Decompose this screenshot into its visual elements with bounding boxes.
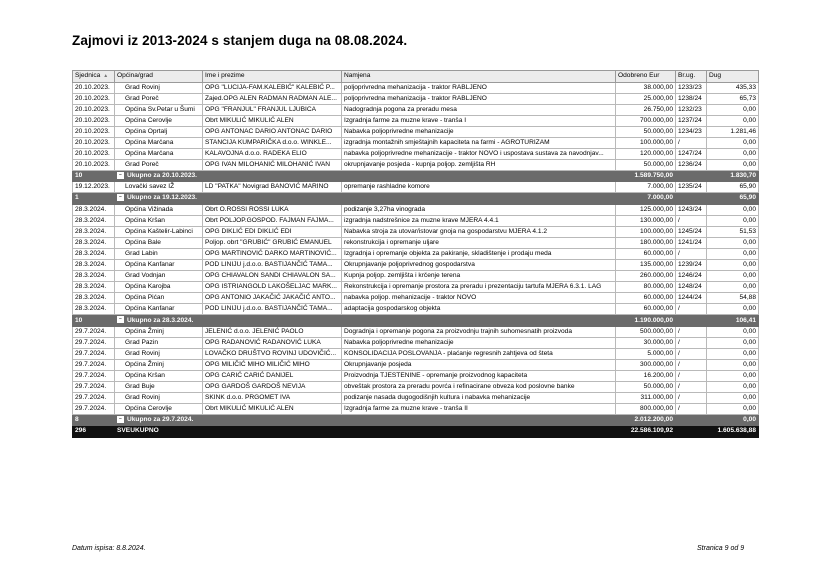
session-date-cell: 29.7.2024. — [73, 382, 115, 393]
municipality-cell: Općina Kršan — [115, 215, 203, 226]
contract-number-cell: 1235/24 — [676, 182, 707, 193]
session-date-cell: 29.7.2024. — [73, 404, 115, 415]
collapse-group-icon[interactable]: − — [117, 316, 124, 323]
purpose-cell: izgradnja nadstrešnice za muzne krave MJERA 4.4.1 — [342, 215, 616, 226]
session-date-cell: 29.7.2024. — [73, 359, 115, 370]
contract-number-cell: 1239/24 — [676, 260, 707, 271]
approved-amount-cell: 100.000,00 — [616, 226, 676, 237]
table-row[interactable] — [73, 182, 759, 193]
purpose-cell: KONSOLIDACIJA POSLOVANJA - plaćanje regresnih zahtjeva od šteta — [342, 348, 616, 359]
column-header-opcina-grad[interactable]: Općina/grad — [115, 71, 203, 83]
municipality-cell: Grad Poreč — [115, 93, 203, 104]
name-cell: Obrt POLJOP.GOSPOD. FAJMAN FAJMA... — [203, 215, 342, 226]
table-row[interactable] — [73, 282, 759, 293]
approved-amount-cell: 26.750,00 — [616, 104, 676, 115]
municipality-cell: Grad Vodnjan — [115, 271, 203, 282]
debt-cell: 0,00 — [707, 137, 759, 148]
purpose-cell: podizanje nasada dugogodišnjih kultura i nabavka mehanizacije — [342, 393, 616, 404]
table-row[interactable] — [73, 104, 759, 115]
purpose-cell: Okrupnjavanje posjeda — [342, 359, 616, 370]
approved-amount-cell: 180.000,00 — [616, 237, 676, 248]
loans-table — [72, 70, 759, 438]
approved-amount-cell: 300.000,00 — [616, 359, 676, 370]
table-row[interactable] — [73, 370, 759, 381]
session-date-cell: 19.12.2023. — [73, 182, 115, 193]
session-date-cell: 28.3.2024. — [73, 226, 115, 237]
name-cell: OPG CHIAVALON SANDI CHIAVALON SA... — [203, 271, 342, 282]
session-date-cell: 28.3.2024. — [73, 304, 115, 315]
table-row[interactable] — [73, 293, 759, 304]
group-label: Ukupno za 19.12.2023. — [127, 194, 198, 202]
table-row[interactable] — [73, 93, 759, 104]
group-total-debt: 106,41 — [707, 315, 759, 326]
session-date-cell: 28.3.2024. — [73, 271, 115, 282]
municipality-cell: Općina Žminj — [115, 359, 203, 370]
contract-number-cell: / — [676, 326, 707, 337]
approved-amount-cell: 5.000,00 — [616, 348, 676, 359]
contract-number-cell: 1236/24 — [676, 160, 707, 171]
contract-number-cell: / — [676, 404, 707, 415]
session-date-cell: 20.10.2023. — [73, 137, 115, 148]
municipality-cell: Općina Kanfanar — [115, 304, 203, 315]
debt-cell: 0,00 — [707, 359, 759, 370]
table-row[interactable] — [73, 359, 759, 370]
session-date-cell: 28.3.2024. — [73, 248, 115, 259]
name-cell: Poljop. obrt "GRUBIĆ" GRUBIĆ EMANUEL — [203, 237, 342, 248]
page-number: Stranica 9 od 9 — [697, 545, 745, 552]
group-label-cell — [115, 193, 616, 204]
collapse-group-icon[interactable]: − — [117, 194, 124, 201]
session-date-cell: 20.10.2023. — [73, 160, 115, 171]
table-row[interactable] — [73, 137, 759, 148]
debt-cell: 0,00 — [707, 115, 759, 126]
name-cell: Obrt O.ROSSI ROSSI LUKA — [203, 204, 342, 215]
group-label: Ukupno za 20.10.2023. — [127, 172, 198, 180]
header-row — [73, 71, 759, 83]
purpose-cell: Izgradnja i opremanje objekta za pakiranje, skladištenje i prodaju meda — [342, 248, 616, 259]
group-label: Ukupno za 28.3.2024. — [127, 316, 194, 324]
table-row[interactable] — [73, 215, 759, 226]
contract-number-cell: / — [676, 215, 707, 226]
group-label-cell — [115, 415, 616, 426]
municipality-cell: Općina Sv.Petar u Šumi — [115, 104, 203, 115]
name-cell: OPG IVAN MILOHANIĆ MILOHANIĆ IVAN — [203, 160, 342, 171]
debt-cell: 0,00 — [707, 237, 759, 248]
municipality-cell: Općina Marčana — [115, 137, 203, 148]
table-row[interactable] — [73, 382, 759, 393]
purpose-cell: nabavka poljop. mehanizacije - traktor NOVO — [342, 293, 616, 304]
approved-amount-cell: 125.000,00 — [616, 204, 676, 215]
name-cell: OPG ANTONIO JAKAČIĆ JAKAČIĆ ANTO... — [203, 293, 342, 304]
contract-number-cell: 1244/24 — [676, 293, 707, 304]
contract-number-cell: 1232/23 — [676, 104, 707, 115]
contract-number-cell: 1238/24 — [676, 93, 707, 104]
contract-number-cell: / — [676, 393, 707, 404]
session-date-cell: 28.3.2024. — [73, 237, 115, 248]
group-empty-cell — [676, 415, 707, 426]
approved-amount-cell: 311.000,00 — [616, 393, 676, 404]
municipality-cell: Općina Žminj — [115, 326, 203, 337]
approved-amount-cell: 25.000,00 — [616, 93, 676, 104]
table-row[interactable] — [73, 160, 759, 171]
purpose-cell: obveštak prostora za preradu povrća i refinacirane obveza kod poslovne banke — [342, 382, 616, 393]
table-row[interactable] — [73, 226, 759, 237]
group-total-approved: 1.190.000,00 — [616, 315, 676, 326]
group-count: 1 — [73, 193, 115, 204]
name-cell: OPG ANTONAC DARIO ANTONAC DARIO — [203, 126, 342, 137]
municipality-cell: Grad Labin — [115, 248, 203, 259]
session-date-cell: 28.3.2024. — [73, 282, 115, 293]
table-row[interactable] — [73, 271, 759, 282]
municipality-cell: Općina Pićan — [115, 293, 203, 304]
municipality-cell: Općina Cerovlje — [115, 115, 203, 126]
group-label-cell — [115, 171, 616, 182]
municipality-cell: Općina Karojba — [115, 282, 203, 293]
debt-cell: 0,00 — [707, 215, 759, 226]
group-label-cell — [115, 315, 616, 326]
approved-amount-cell: 800.000,00 — [616, 404, 676, 415]
debt-cell: 0,00 — [707, 348, 759, 359]
name-cell: STANCIJA KUMPARIČKA d.o.o. WINKLE... — [203, 137, 342, 148]
debt-cell: 1.281,46 — [707, 126, 759, 137]
group-summary-row[interactable] — [73, 315, 759, 326]
purpose-cell: Nabavka poljoprivredne mehanizacije — [342, 126, 616, 137]
approved-amount-cell: 60.000,00 — [616, 293, 676, 304]
contract-number-cell: 1245/24 — [676, 226, 707, 237]
contract-number-cell: 1248/24 — [676, 282, 707, 293]
name-cell: OPG GARDOŠ GARDOŠ NEVIJA — [203, 382, 342, 393]
purpose-cell: nabavka poljoprivredne mehanizacije - traktor NOVO i uspostava sustava za navodnjav... — [342, 149, 616, 160]
approved-amount-cell: 30.000,00 — [616, 337, 676, 348]
municipality-cell: Grad Buje — [115, 382, 203, 393]
contract-number-cell: / — [676, 304, 707, 315]
name-cell: OPG "LUCIJA-FAM.KALEBIĆ" KALEBIĆ P... — [203, 82, 342, 93]
municipality-cell: Općina Kanfanar — [115, 260, 203, 271]
purpose-cell: Izgradnja farme za muzne krave - tranša I — [342, 115, 616, 126]
approved-amount-cell: 60.000,00 — [616, 304, 676, 315]
contract-number-cell: 1233/23 — [676, 82, 707, 93]
purpose-cell: Izgradnja farme za muzne krave - tranša II — [342, 404, 616, 415]
approved-amount-cell: 80.000,00 — [616, 282, 676, 293]
approved-amount-cell: 38.000,00 — [616, 82, 676, 93]
contract-number-cell: / — [676, 370, 707, 381]
purpose-cell: Kupnja poljop. zemljišta i krčenje terena — [342, 271, 616, 282]
debt-cell: 65,73 — [707, 93, 759, 104]
name-cell: SKINK d.o.o. PRGOMET IVA — [203, 393, 342, 404]
debt-cell: 51,53 — [707, 226, 759, 237]
municipality-cell: Grad Poreč — [115, 160, 203, 171]
grand-count: 296 — [73, 426, 115, 437]
session-date-cell: 28.3.2024. — [73, 293, 115, 304]
group-total-debt: 1.830,70 — [707, 171, 759, 182]
debt-cell: 0,00 — [707, 370, 759, 381]
session-date-cell: 29.7.2024. — [73, 326, 115, 337]
municipality-cell: Općina Kršan — [115, 370, 203, 381]
session-date-cell: 20.10.2023. — [73, 126, 115, 137]
column-header-sjednica[interactable]: Sjednica ▲ — [73, 71, 115, 83]
table-row[interactable] — [73, 126, 759, 137]
municipality-cell: Općina Bale — [115, 237, 203, 248]
group-total-approved: 2.012.200,00 — [616, 415, 676, 426]
group-empty-cell — [676, 171, 707, 182]
debt-cell: 0,00 — [707, 382, 759, 393]
name-cell: OPG RADANOVIĆ RADANOVIĆ LUKA — [203, 337, 342, 348]
purpose-cell: opremanje rashladne komore — [342, 182, 616, 193]
name-cell: Obrt MIKULIĆ MIKULIĆ ALEN — [203, 404, 342, 415]
contract-number-cell: 1246/24 — [676, 271, 707, 282]
municipality-cell: Grad Rovinj — [115, 82, 203, 93]
name-cell: KALAVOJNA d.o.o. RADEKA ELIO — [203, 149, 342, 160]
column-header-ime-prezime[interactable]: Ime i prezime — [203, 71, 342, 83]
column-header-br-ug[interactable]: Br.ug. — [676, 71, 707, 83]
municipality-cell: Općina Oprtalj — [115, 126, 203, 137]
table-body — [73, 82, 759, 437]
purpose-cell: podizanje 3,27ha vinograda — [342, 204, 616, 215]
group-empty-cell — [676, 193, 707, 204]
name-cell: Obrt MIKULIĆ MIKULIĆ ALEN — [203, 115, 342, 126]
debt-cell: 0,00 — [707, 204, 759, 215]
group-summary-row[interactable] — [73, 415, 759, 426]
approved-amount-cell: 50.000,00 — [616, 160, 676, 171]
group-total-approved: 1.589.750,00 — [616, 171, 676, 182]
approved-amount-cell: 700.000,00 — [616, 115, 676, 126]
contract-number-cell: / — [676, 348, 707, 359]
table-row[interactable] — [73, 304, 759, 315]
group-count: 8 — [73, 415, 115, 426]
table-row[interactable] — [73, 149, 759, 160]
grand-empty-cell — [676, 426, 707, 437]
contract-number-cell: 1241/24 — [676, 237, 707, 248]
purpose-cell: okrupnjavanje posjeda - kupnja poljop. zemljišta RH — [342, 160, 616, 171]
session-date-cell: 29.7.2024. — [73, 393, 115, 404]
name-cell: JELENIĆ d.o.o. JELENIĆ PAOLO — [203, 326, 342, 337]
table-row[interactable] — [73, 393, 759, 404]
name-cell: OPG CARIĆ CARIĆ DANIJEL — [203, 370, 342, 381]
print-date: Datum ispisa: 8.8.2024. — [72, 545, 146, 552]
debt-cell: 0,00 — [707, 326, 759, 337]
purpose-cell: Nabavka poljoprivredne mehanizacije — [342, 337, 616, 348]
approved-amount-cell: 50.000,00 — [616, 382, 676, 393]
table-row[interactable] — [73, 260, 759, 271]
name-cell: LD "PATKA" Novigrad BANOVIĆ MARINO — [203, 182, 342, 193]
table-row[interactable] — [73, 348, 759, 359]
purpose-cell: Proizvodnja TJESTENINE - opremanje proizvodnog kapaciteta — [342, 370, 616, 381]
purpose-cell: Nabavka stroja za utovar/istovar gnoja na gospodarstvu MJERA 4.1.2 — [342, 226, 616, 237]
contract-number-cell: / — [676, 359, 707, 370]
group-total-debt: 65,90 — [707, 193, 759, 204]
grand-total-debt: 1.605.638,88 — [707, 426, 759, 437]
name-cell: LOVAČKO DRUŠTVO ROVINJ UDOVIČIĆ... — [203, 348, 342, 359]
debt-cell: 0,00 — [707, 404, 759, 415]
debt-cell: 0,00 — [707, 160, 759, 171]
group-count: 10 — [73, 315, 115, 326]
session-date-cell: 20.10.2023. — [73, 93, 115, 104]
contract-number-cell: 1234/23 — [676, 126, 707, 137]
municipality-cell: Općina Marčana — [115, 149, 203, 160]
column-header-dug[interactable]: Dug — [707, 71, 759, 83]
table-row[interactable] — [73, 115, 759, 126]
purpose-cell: Okrupnjavanje poljoprivrednog gospodarstva — [342, 260, 616, 271]
group-summary-row[interactable] — [73, 171, 759, 182]
group-summary-row[interactable] — [73, 193, 759, 204]
municipality-cell: Grad Rovinj — [115, 393, 203, 404]
collapse-group-icon[interactable]: − — [117, 416, 124, 423]
contract-number-cell: / — [676, 337, 707, 348]
purpose-cell: Dogradnja i opremanje pogona za proizvodnju trajnih suhomesnatih proizvoda — [342, 326, 616, 337]
contract-number-cell: / — [676, 137, 707, 148]
debt-cell: 0,00 — [707, 304, 759, 315]
session-date-cell: 20.10.2023. — [73, 104, 115, 115]
municipality-cell: Općina Cerovlje — [115, 404, 203, 415]
contract-number-cell: 1247/24 — [676, 149, 707, 160]
session-date-cell: 29.7.2024. — [73, 337, 115, 348]
name-cell: POD LINIJU j.d.o.o. BASTIJANČIĆ TAMA... — [203, 260, 342, 271]
approved-amount-cell: 16.200,00 — [616, 370, 676, 381]
name-cell: Zajed.OPG ALEN RADMAN RADMAN ALE... — [203, 93, 342, 104]
purpose-cell: poljoprivredna mehanizacija - traktor RABLJENO — [342, 93, 616, 104]
municipality-cell: Općina Vižinada — [115, 204, 203, 215]
session-date-cell: 28.3.2024. — [73, 204, 115, 215]
approved-amount-cell: 50.000,00 — [616, 126, 676, 137]
session-date-cell: 29.7.2024. — [73, 348, 115, 359]
table-row[interactable] — [73, 204, 759, 215]
purpose-cell: poljoprivredna mehanizacija - traktor RABLJENO — [342, 82, 616, 93]
session-date-cell: 29.7.2024. — [73, 370, 115, 381]
name-cell: OPG DIKLIĆ EDI DIKLIĆ EDI — [203, 226, 342, 237]
table-row[interactable] — [73, 404, 759, 415]
purpose-cell: rekonstrukcija i opremanje uljare — [342, 237, 616, 248]
grand-total-approved: 22.586.109,92 — [616, 426, 676, 437]
debt-cell: 0,00 — [707, 149, 759, 160]
column-header-namjena[interactable]: Namjena — [342, 71, 616, 83]
name-cell: OPG ISTRIANGOLD LAKOŠELJAC MARK... — [203, 282, 342, 293]
debt-cell: 65,90 — [707, 182, 759, 193]
debt-cell: 435,33 — [707, 82, 759, 93]
purpose-cell: izgradnja montažnih smještajnih kapaciteta na farmi - AGROTURIZAM — [342, 137, 616, 148]
approved-amount-cell: 60.000,00 — [616, 248, 676, 259]
debt-cell: 54,88 — [707, 293, 759, 304]
debt-cell: 0,00 — [707, 282, 759, 293]
municipality-cell: Općina Kaštelir-Labinci — [115, 226, 203, 237]
approved-amount-cell: 120.000,00 — [616, 149, 676, 160]
approved-amount-cell: 135.000,00 — [616, 260, 676, 271]
sort-ascending-icon[interactable]: ▲ — [103, 73, 109, 80]
contract-number-cell: / — [676, 248, 707, 259]
column-header-odobreno[interactable]: Odobreno Eur — [616, 71, 676, 83]
municipality-cell: Grad Pazin — [115, 337, 203, 348]
municipality-cell: Grad Rovinj — [115, 348, 203, 359]
name-cell: POD LINIJU j.d.o.o. BASTIJANČIĆ TAMA... — [203, 304, 342, 315]
municipality-cell: Lovački savez IŽ — [115, 182, 203, 193]
approved-amount-cell: 130.000,00 — [616, 215, 676, 226]
purpose-cell: adaptacija gospodarskog objekta — [342, 304, 616, 315]
debt-cell: 0,00 — [707, 104, 759, 115]
approved-amount-cell: 100.000,00 — [616, 137, 676, 148]
debt-cell: 0,00 — [707, 271, 759, 282]
approved-amount-cell: 7.000,00 — [616, 182, 676, 193]
table-row[interactable] — [73, 237, 759, 248]
group-total-approved: 7.000,00 — [616, 193, 676, 204]
approved-amount-cell: 500.000,00 — [616, 326, 676, 337]
session-date-cell: 28.3.2024. — [73, 215, 115, 226]
debt-cell: 0,00 — [707, 260, 759, 271]
group-empty-cell — [676, 315, 707, 326]
approved-amount-cell: 260.000,00 — [616, 271, 676, 282]
collapse-group-icon[interactable]: − — [117, 172, 124, 179]
table-row[interactable] — [73, 248, 759, 259]
debt-cell: 0,00 — [707, 393, 759, 404]
session-date-cell: 20.10.2023. — [73, 149, 115, 160]
group-count: 10 — [73, 171, 115, 182]
name-cell: OPG MILIČIĆ MIHO MILIČIĆ MIHO — [203, 359, 342, 370]
group-label: Ukupno za 29.7.2024. — [127, 416, 194, 424]
contract-number-cell: 1237/24 — [676, 115, 707, 126]
session-date-cell: 20.10.2023. — [73, 115, 115, 126]
name-cell: OPG "FRANJUL" FRANJUL LJUBICA — [203, 104, 342, 115]
session-date-cell: 20.10.2023. — [73, 82, 115, 93]
grand-label: SVEUKUPNO — [115, 426, 616, 437]
contract-number-cell: 1243/24 — [676, 204, 707, 215]
group-total-debt: 0,00 — [707, 415, 759, 426]
session-date-cell: 28.3.2024. — [73, 260, 115, 271]
report-title: Zajmovi iz 2013-2024 s stanjem duga na 08.08.2024. — [72, 33, 408, 48]
debt-cell: 0,00 — [707, 337, 759, 348]
table-row[interactable] — [73, 82, 759, 93]
grand-total-row — [73, 426, 759, 437]
table-row[interactable] — [73, 337, 759, 348]
purpose-cell: Rekonstrukcija i opremanje prostora za preradu i prezentaciju tartufa MJERA 6.3.1. LAG — [342, 282, 616, 293]
purpose-cell: Nadogradnja pogona za preradu mesa — [342, 104, 616, 115]
name-cell: OPG MARTINOVIĆ DARKO MARTINOVIĆ... — [203, 248, 342, 259]
contract-number-cell: / — [676, 382, 707, 393]
debt-cell: 0,00 — [707, 248, 759, 259]
table-row[interactable] — [73, 326, 759, 337]
